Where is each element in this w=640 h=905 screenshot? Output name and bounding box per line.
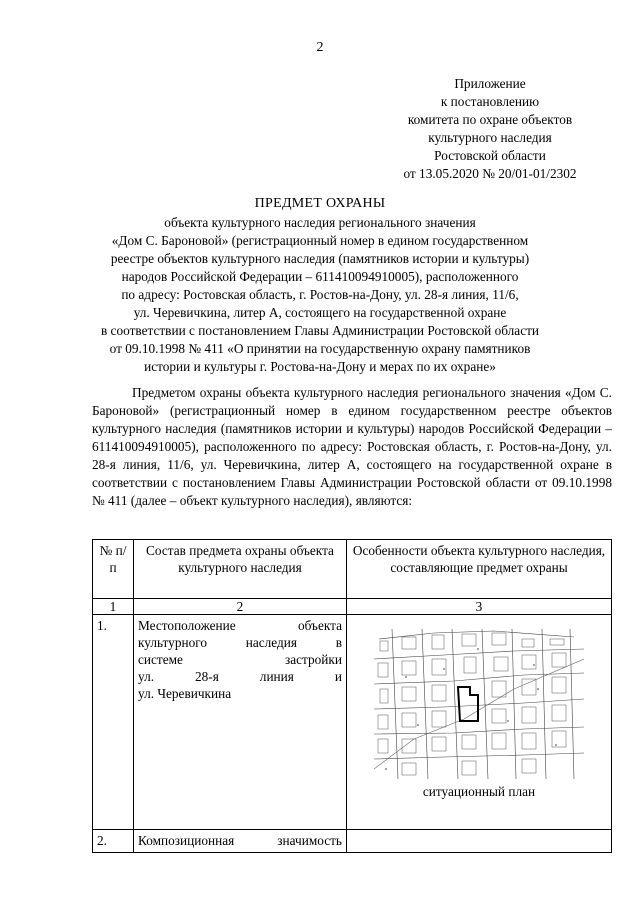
title-line: истории и культуры г. Ростова-на-Дону и мерах по их охране» [144,359,496,374]
appendix-line: к постановлению [440,94,540,109]
composition-line: ул. 28-я линия и [138,669,342,684]
row-features [347,615,612,830]
title-description [60,214,580,376]
composition-line: Композиционная значимость [138,833,342,848]
document-title: ПРЕДМЕТ ОХРАНЫ [254,196,386,211]
appendix-line: Приложение [454,76,526,91]
appendix-block [390,75,590,183]
header-features: Особенности объекта культурного наследия, составляющие предмет охраны [347,540,612,599]
page-number: 2 [316,40,324,55]
composition-line: системе застройки [138,652,342,667]
row-features [347,830,612,853]
title-line: народов Российской Федерации – 611410094910005), расположенного [121,269,519,284]
column-number: 3 [347,599,612,615]
protection-table [92,539,612,853]
composition-line: ул. Черевичкина [138,686,232,701]
appendix-line: комитета по охране объектов [407,112,573,127]
row-composition [134,830,347,853]
table-row [93,830,612,853]
composition-line: культурного наследия в [138,635,342,650]
appendix-line: Ростовской области [434,148,546,163]
title-line: реестре объектов культурного наследия (памятников истории и культуры) [110,251,530,266]
title-line: объекта культурного наследия регионального значения [164,215,476,230]
header-composition: Состав предмета охраны объекта культурного наследия [134,540,347,599]
composition-line: Местоположение объекта [138,618,342,633]
row-composition [134,615,347,830]
column-number: 1 [93,599,134,615]
row-number: 2. [93,830,134,853]
table-column-numbers [93,599,612,615]
title-line: в соответствии с постановлением Главы Администрации Ростовской области [100,323,540,338]
column-number: 2 [134,599,347,615]
appendix-line: культурного наследия [428,130,552,145]
map-caption: ситуационный план [422,784,536,799]
title-line: от 09.10.1998 № 411 «О принятии на государственную охрану памятников [109,341,531,356]
table-row [93,615,612,830]
title-line: ул. Черевичкина, литер А, состоящего на государственной охране [133,305,507,320]
appendix-line: от 13.05.2020 № 20/01-01/2302 [403,166,577,181]
row-number: 1. [93,615,134,830]
table-header-row [93,540,612,599]
body-paragraph: Предметом охраны объекта культурного наследия регионального значения «Дом С. Бароновой» (регистрационный номер в едином государственном реестре объектов культурного наследия (памятников истории и культуры) народов Российской Федерации – 611410094910005), расположенного по адресу: Ростовская область, г. Ростов-на-Дону, ул. 28-я линия, 11/6, ул. Черевичкина, литер А, состоящего на государственной охране в соответствии с постановлением Главы Администрации Ростовской области от 09.10.1998 № 411 (далее – объект культурного наследия), являются: [92,385,612,508]
title-line: «Дом С. Бароновой» (регистрационный номер в едином государственном [111,233,529,248]
header-num: № п/п [93,540,134,599]
title-line: по адресу: Ростовская область, г. Ростов-на-Дону, ул. 28-я линия, 11/6, [121,287,519,302]
situation-plan-map [374,629,584,779]
